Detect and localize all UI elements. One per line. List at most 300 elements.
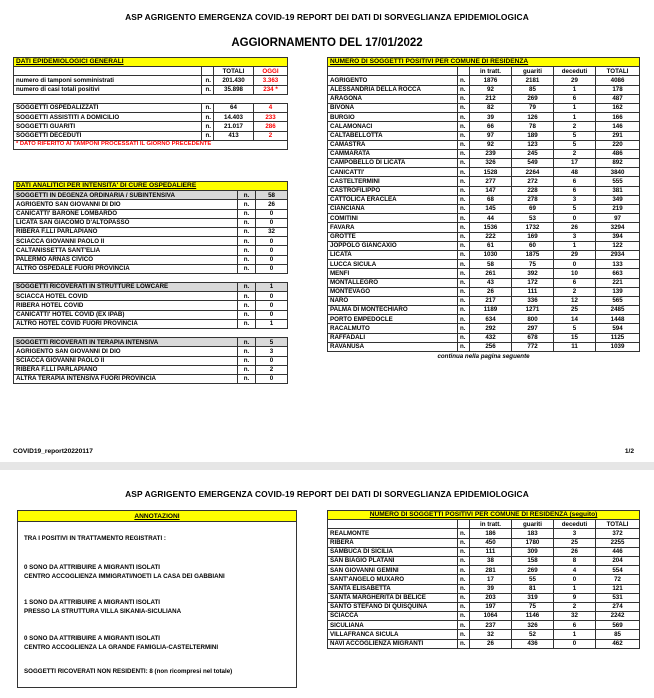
n-marker: n.	[458, 140, 470, 149]
comune-row	[328, 296, 640, 305]
row-label: SOGGETTI GUARITI	[14, 122, 202, 131]
comune-value: 75	[512, 602, 554, 611]
table-row	[14, 122, 288, 131]
general-column-header	[14, 67, 288, 76]
comune-name: CASTROFILIPPO	[328, 186, 458, 195]
n-marker: n.	[238, 301, 256, 310]
n-marker: n.	[458, 593, 470, 602]
comune-value: 78	[512, 122, 554, 131]
comune-value: 1064	[470, 612, 512, 621]
total-value: 14.403	[214, 113, 254, 122]
comune-value: 349	[596, 195, 640, 204]
comune-value: 278	[512, 195, 554, 204]
comune-value: 277	[470, 177, 512, 186]
column-header: guariti	[512, 520, 554, 529]
n-marker: n.	[238, 374, 256, 383]
comune-value: 82	[470, 103, 512, 112]
comune-value: 1875	[512, 250, 554, 259]
today-value: 233	[254, 113, 288, 122]
comune-row	[328, 342, 640, 351]
comune-value: 122	[596, 241, 640, 250]
comune-value: 38	[470, 556, 512, 565]
comune-row	[328, 269, 640, 278]
comune-row	[328, 76, 640, 85]
table-row	[14, 374, 288, 383]
comune-value: 239	[470, 149, 512, 158]
comune-value: 162	[596, 103, 640, 112]
comune-value: 197	[470, 602, 512, 611]
comune-value: 5	[554, 205, 596, 214]
comune-row	[328, 529, 640, 538]
n-marker: n.	[458, 214, 470, 223]
comune-row	[328, 547, 640, 556]
table-row	[14, 264, 288, 273]
comune-value: 68	[470, 195, 512, 204]
comune-row	[328, 177, 640, 186]
facility-label: LICATA SAN GIACOMO D'ALTOPASSO	[14, 218, 238, 227]
comune-value: 183	[512, 529, 554, 538]
spacer-cell	[202, 67, 214, 76]
table-row	[14, 365, 288, 374]
comune-row	[328, 260, 640, 269]
blank-cell	[14, 329, 288, 338]
total-value: 201.430	[214, 76, 254, 85]
comune-value: 186	[470, 529, 512, 538]
comune-value: 1	[554, 85, 596, 94]
comune-value: 1125	[596, 333, 640, 342]
comune-value: 554	[596, 566, 640, 575]
comune-value: 92	[470, 140, 512, 149]
comune-value: 531	[596, 593, 640, 602]
annotation-line: 0 SONO DA ATTRIBUIRE A MIGRANTI ISOLATI	[24, 564, 161, 571]
comune-value: 245	[512, 149, 554, 158]
comune-row	[328, 315, 640, 324]
column-header: in tratt.	[470, 67, 512, 76]
group-label: SOGGETTI RICOVERATI IN TERAPIA INTENSIVA	[14, 338, 238, 347]
table-row	[14, 76, 288, 85]
comune-value: 663	[596, 269, 640, 278]
spacer-cell	[328, 67, 458, 76]
comune-value: 1536	[470, 223, 512, 232]
comune-value: 219	[596, 205, 640, 214]
facility-value: 0	[256, 292, 288, 301]
comune-row	[328, 593, 640, 602]
comune-name: MENFI	[328, 269, 458, 278]
n-marker: n.	[458, 529, 470, 538]
facility-value: 0	[256, 246, 288, 255]
comune-value: 0	[554, 575, 596, 584]
comune-value: 1876	[470, 76, 512, 85]
comune-name: CAMPOBELLO DI LICATA	[328, 159, 458, 168]
comuni-table-continued	[327, 510, 640, 649]
comune-value: 555	[596, 177, 640, 186]
comune-value: 58	[470, 260, 512, 269]
blank-row	[14, 273, 288, 282]
comune-value: 85	[596, 630, 640, 639]
comune-name: RAVANUSA	[328, 342, 458, 351]
n-marker: n.	[458, 232, 470, 241]
comune-value: 381	[596, 186, 640, 195]
comune-value: 0	[554, 214, 596, 223]
comune-value: 394	[596, 232, 640, 241]
comune-value: 39	[470, 584, 512, 593]
annotations-box	[17, 510, 297, 688]
comune-value: 81	[512, 584, 554, 593]
continue-note: continua nella pagina seguente	[437, 352, 530, 360]
comune-row	[328, 324, 640, 333]
group-label: SOGGETTI IN DEGENZA ORDINARIA / SUBINTENSIVA	[14, 191, 238, 200]
comune-value: 6	[554, 177, 596, 186]
facility-label: CALTANISSETTA SANT'ELIA	[14, 246, 238, 255]
comune-row	[328, 195, 640, 204]
column-header: TOTALI	[596, 67, 640, 76]
n-marker: n.	[238, 283, 256, 292]
n-marker: n.	[458, 205, 470, 214]
comune-name: BURGIO	[328, 113, 458, 122]
table-row	[14, 356, 288, 365]
facility-value: 0	[256, 301, 288, 310]
comune-row	[328, 131, 640, 140]
comune-value: 336	[512, 296, 554, 305]
update-title: AGGIORNAMENTO DEL 17/01/2022	[231, 37, 423, 49]
comune-value: 10	[554, 269, 596, 278]
spacer-cell	[458, 520, 470, 529]
comune-value: 4	[554, 566, 596, 575]
comune-value: 2	[554, 149, 596, 158]
comune-row	[328, 566, 640, 575]
row-label: SOGGETTI ASSISTITI A DOMICILIO	[14, 113, 202, 122]
comune-value: 1	[554, 630, 596, 639]
spacer-cell	[328, 520, 458, 529]
n-marker: n.	[238, 347, 256, 356]
comune-value: 256	[470, 342, 512, 351]
table-row	[14, 113, 288, 122]
facility-value: 0	[256, 264, 288, 273]
comune-row	[328, 113, 640, 122]
comune-value: 292	[470, 324, 512, 333]
comune-name: CATTOLICA ERACLEA	[328, 195, 458, 204]
footer-filename: COVID19_report20220117	[13, 448, 93, 455]
comune-value: 269	[512, 94, 554, 103]
comune-name: SAMBUCA DI SICILIA	[328, 547, 458, 556]
comuni-title: NUMERO DI SOGGETTI POSITIVI PER COMUNE DI RESIDENZA	[328, 58, 640, 67]
n-marker: n.	[458, 324, 470, 333]
comune-value: 5	[554, 131, 596, 140]
table-row	[14, 292, 288, 301]
table-row	[14, 310, 288, 319]
table-row	[14, 209, 288, 218]
comuni-title: NUMERO DI SOGGETTI POSITIVI PER COMUNE DI RESIDENZA (seguito)	[328, 511, 640, 520]
comune-value: 1030	[470, 250, 512, 259]
n-marker: n.	[238, 209, 256, 218]
comune-value: 203	[470, 593, 512, 602]
comune-row	[328, 149, 640, 158]
n-marker: n.	[238, 218, 256, 227]
group-total: 58	[256, 191, 288, 200]
column-header: deceduti	[554, 67, 596, 76]
today-value: 234 *	[254, 85, 288, 94]
comune-value: 2	[554, 287, 596, 296]
comune-value: 6	[554, 621, 596, 630]
comune-name: SANTO STEFANO DI QUISQUINA	[328, 602, 458, 611]
comune-value: 486	[596, 149, 640, 158]
total-value: 64	[214, 103, 254, 112]
n-marker: n.	[202, 103, 214, 112]
facility-label: AGRIGENTO SAN GIOVANNI DI DIO	[14, 200, 238, 209]
comune-name: JOPPOLO GIANCAXIO	[328, 241, 458, 250]
page-separator	[0, 462, 654, 470]
comune-value: 26	[470, 287, 512, 296]
comune-value: 221	[596, 278, 640, 287]
n-marker: n.	[458, 195, 470, 204]
facility-label: SCIACCA HOTEL COVID	[14, 292, 238, 301]
comune-value: 121	[596, 584, 640, 593]
comune-name: FAVARA	[328, 223, 458, 232]
comune-value: 1	[554, 103, 596, 112]
comune-row	[328, 250, 640, 259]
comune-value: 319	[512, 593, 554, 602]
table-row	[14, 227, 288, 236]
comune-value: 39	[470, 113, 512, 122]
comune-value: 32	[554, 612, 596, 621]
report-page-2	[0, 470, 654, 698]
comune-row	[328, 103, 640, 112]
comune-name: CAMMARATA	[328, 149, 458, 158]
n-marker: n.	[238, 319, 256, 328]
n-marker: n.	[458, 76, 470, 85]
comune-value: 1528	[470, 168, 512, 177]
comune-value: 29	[554, 250, 596, 259]
annotations-title: ANNOTAZIONI	[18, 511, 296, 522]
comune-value: 569	[596, 621, 640, 630]
comuni-column-header	[328, 520, 640, 529]
n-marker: n.	[458, 223, 470, 232]
comune-row	[328, 205, 640, 214]
annotation-line: SOGGETTI RICOVERATI NON RESIDENTI: 8 (non ricompresi nel totale)	[24, 668, 233, 675]
comune-value: 4086	[596, 76, 640, 85]
comune-value: 169	[512, 232, 554, 241]
comune-name: ALESSANDRIA DELLA ROCCA	[328, 85, 458, 94]
facility-value: 32	[256, 227, 288, 236]
comune-value: 1039	[596, 342, 640, 351]
comune-value: 3	[554, 195, 596, 204]
column-header: TOTALI	[596, 520, 640, 529]
comune-value: 6	[554, 186, 596, 195]
blank-cell	[14, 94, 288, 103]
n-marker: n.	[238, 237, 256, 246]
comune-row	[328, 186, 640, 195]
total-value: 21.017	[214, 122, 254, 131]
comune-value: 126	[512, 113, 554, 122]
group-header-row	[14, 191, 288, 200]
comune-value: 2264	[512, 168, 554, 177]
comune-value: 12	[554, 296, 596, 305]
comune-value: 892	[596, 159, 640, 168]
n-marker: n.	[458, 250, 470, 259]
n-marker: n.	[458, 333, 470, 342]
comune-value: 52	[512, 630, 554, 639]
facility-label: RIBERA HOTEL COVID	[14, 301, 238, 310]
comune-value: 2242	[596, 612, 640, 621]
n-marker: n.	[458, 103, 470, 112]
n-marker: n.	[202, 122, 214, 131]
comune-value: 189	[512, 131, 554, 140]
page-header: ASP AGRIGENTO EMERGENZA COVID-19 REPORT DEI DATI DI SORVEGLIANZA EPIDEMIOLOGICA	[125, 489, 529, 499]
facility-value: 26	[256, 200, 288, 209]
comune-name: CALTABELLOTTA	[328, 131, 458, 140]
comune-value: 222	[470, 232, 512, 241]
comune-value: 8	[554, 556, 596, 565]
comune-value: 75	[512, 260, 554, 269]
comune-name: SANTA ELISABETTA	[328, 584, 458, 593]
comune-value: 2934	[596, 250, 640, 259]
comune-value: 1	[554, 113, 596, 122]
comune-value: 25	[554, 306, 596, 315]
annotation-line: CENTRO ACCOGLIENZA LA GRANDE FAMIGLIA-CASTELTERMINI	[24, 644, 219, 651]
comune-value: 432	[470, 333, 512, 342]
comune-value: 228	[512, 186, 554, 195]
comune-value: 32	[470, 630, 512, 639]
n-marker: n.	[458, 278, 470, 287]
n-marker: n.	[458, 149, 470, 158]
n-marker: n.	[238, 246, 256, 255]
comune-value: 2255	[596, 538, 640, 547]
n-marker: n.	[458, 602, 470, 611]
n-marker: n.	[238, 292, 256, 301]
comune-value: 487	[596, 94, 640, 103]
n-marker: n.	[458, 612, 470, 621]
comune-value: 274	[596, 602, 640, 611]
comune-value: 1732	[512, 223, 554, 232]
table-row	[14, 200, 288, 209]
comune-value: 146	[596, 122, 640, 131]
comune-row	[328, 602, 640, 611]
comune-value: 1146	[512, 612, 554, 621]
comune-name: CIANCIANA	[328, 205, 458, 214]
comune-value: 26	[470, 639, 512, 648]
facility-label: CANICATTI' HOTEL COVID (EX IPAB)	[14, 310, 238, 319]
n-marker: n.	[458, 122, 470, 131]
comune-name: CALAMONACI	[328, 122, 458, 131]
group-header-row	[14, 283, 288, 292]
comune-name: SICULIANA	[328, 621, 458, 630]
row-label: numero di tamponi somministrati	[14, 76, 202, 85]
comune-name: PALMA DI MONTECHIARO	[328, 306, 458, 315]
facility-value: 0	[256, 218, 288, 227]
comune-value: 272	[512, 177, 554, 186]
comune-row	[328, 278, 640, 287]
n-marker: n.	[458, 566, 470, 575]
facility-value: 0	[256, 374, 288, 383]
n-marker: n.	[202, 76, 214, 85]
facility-value: 1	[256, 319, 288, 328]
comune-name: SANTA MARGHERITA DI BELICE	[328, 593, 458, 602]
comune-name: CASTELTERMINI	[328, 177, 458, 186]
comune-value: 85	[512, 85, 554, 94]
row-label: SOGGETTI OSPEDALIZZATI	[14, 103, 202, 112]
n-marker: n.	[238, 310, 256, 319]
comune-value: 436	[512, 639, 554, 648]
n-marker: n.	[458, 315, 470, 324]
comune-row	[328, 538, 640, 547]
comune-row	[328, 639, 640, 648]
comune-value: 17	[554, 159, 596, 168]
facility-value: 0	[256, 237, 288, 246]
comune-value: 5	[554, 140, 596, 149]
table-row	[14, 255, 288, 264]
comune-name: RACALMUTO	[328, 324, 458, 333]
comune-value: 220	[596, 140, 640, 149]
comune-row	[328, 287, 640, 296]
comune-value: 5	[554, 324, 596, 333]
comune-value: 72	[596, 575, 640, 584]
n-marker: n.	[238, 191, 256, 200]
comuni-table	[327, 57, 640, 361]
comune-value: 44	[470, 214, 512, 223]
comune-value: 269	[512, 566, 554, 575]
comune-name: CANICATTI'	[328, 168, 458, 177]
n-marker: n.	[458, 85, 470, 94]
comune-value: 326	[512, 621, 554, 630]
comune-row	[328, 333, 640, 342]
comune-value: 634	[470, 315, 512, 324]
comune-row	[328, 232, 640, 241]
comune-value: 3840	[596, 168, 640, 177]
comune-value: 147	[470, 186, 512, 195]
facility-label: ALTRO OSPEDALE FUORI PROVINCIA	[14, 264, 238, 273]
n-marker: n.	[202, 85, 214, 94]
comune-name: SCIACCA	[328, 612, 458, 621]
comune-value: 450	[470, 538, 512, 547]
comune-value: 3	[554, 232, 596, 241]
comune-value: 53	[512, 214, 554, 223]
comune-value: 14	[554, 315, 596, 324]
general-title: DATI EPIDEMIOLOGICI GENERALI	[14, 58, 288, 67]
column-header: in tratt.	[470, 520, 512, 529]
comune-value: 800	[512, 315, 554, 324]
comune-value: 291	[596, 131, 640, 140]
comune-value: 462	[596, 639, 640, 648]
comune-value: 79	[512, 103, 554, 112]
comune-value: 61	[470, 241, 512, 250]
comune-value: 549	[512, 159, 554, 168]
comune-value: 204	[596, 556, 640, 565]
comune-value: 1	[554, 584, 596, 593]
comune-value: 1780	[512, 538, 554, 547]
n-marker: n.	[458, 639, 470, 648]
comune-value: 212	[470, 94, 512, 103]
facility-label: CANICATTI' BARONE LOMBARDO	[14, 209, 238, 218]
comune-value: 6	[554, 94, 596, 103]
comune-value: 9	[554, 593, 596, 602]
column-header: guariti	[512, 67, 554, 76]
comune-name: GROTTE	[328, 232, 458, 241]
total-value: 413	[214, 131, 254, 140]
comune-row	[328, 584, 640, 593]
comune-name: CAMASTRA	[328, 140, 458, 149]
comune-value: 261	[470, 269, 512, 278]
group-total: 1	[256, 283, 288, 292]
comune-value: 281	[470, 566, 512, 575]
comune-value: 25	[554, 538, 596, 547]
table-row	[14, 246, 288, 255]
comune-value: 133	[596, 260, 640, 269]
comune-value: 1	[554, 241, 596, 250]
table-row	[14, 319, 288, 328]
comune-value: 678	[512, 333, 554, 342]
comune-value: 217	[470, 296, 512, 305]
comune-row	[328, 630, 640, 639]
